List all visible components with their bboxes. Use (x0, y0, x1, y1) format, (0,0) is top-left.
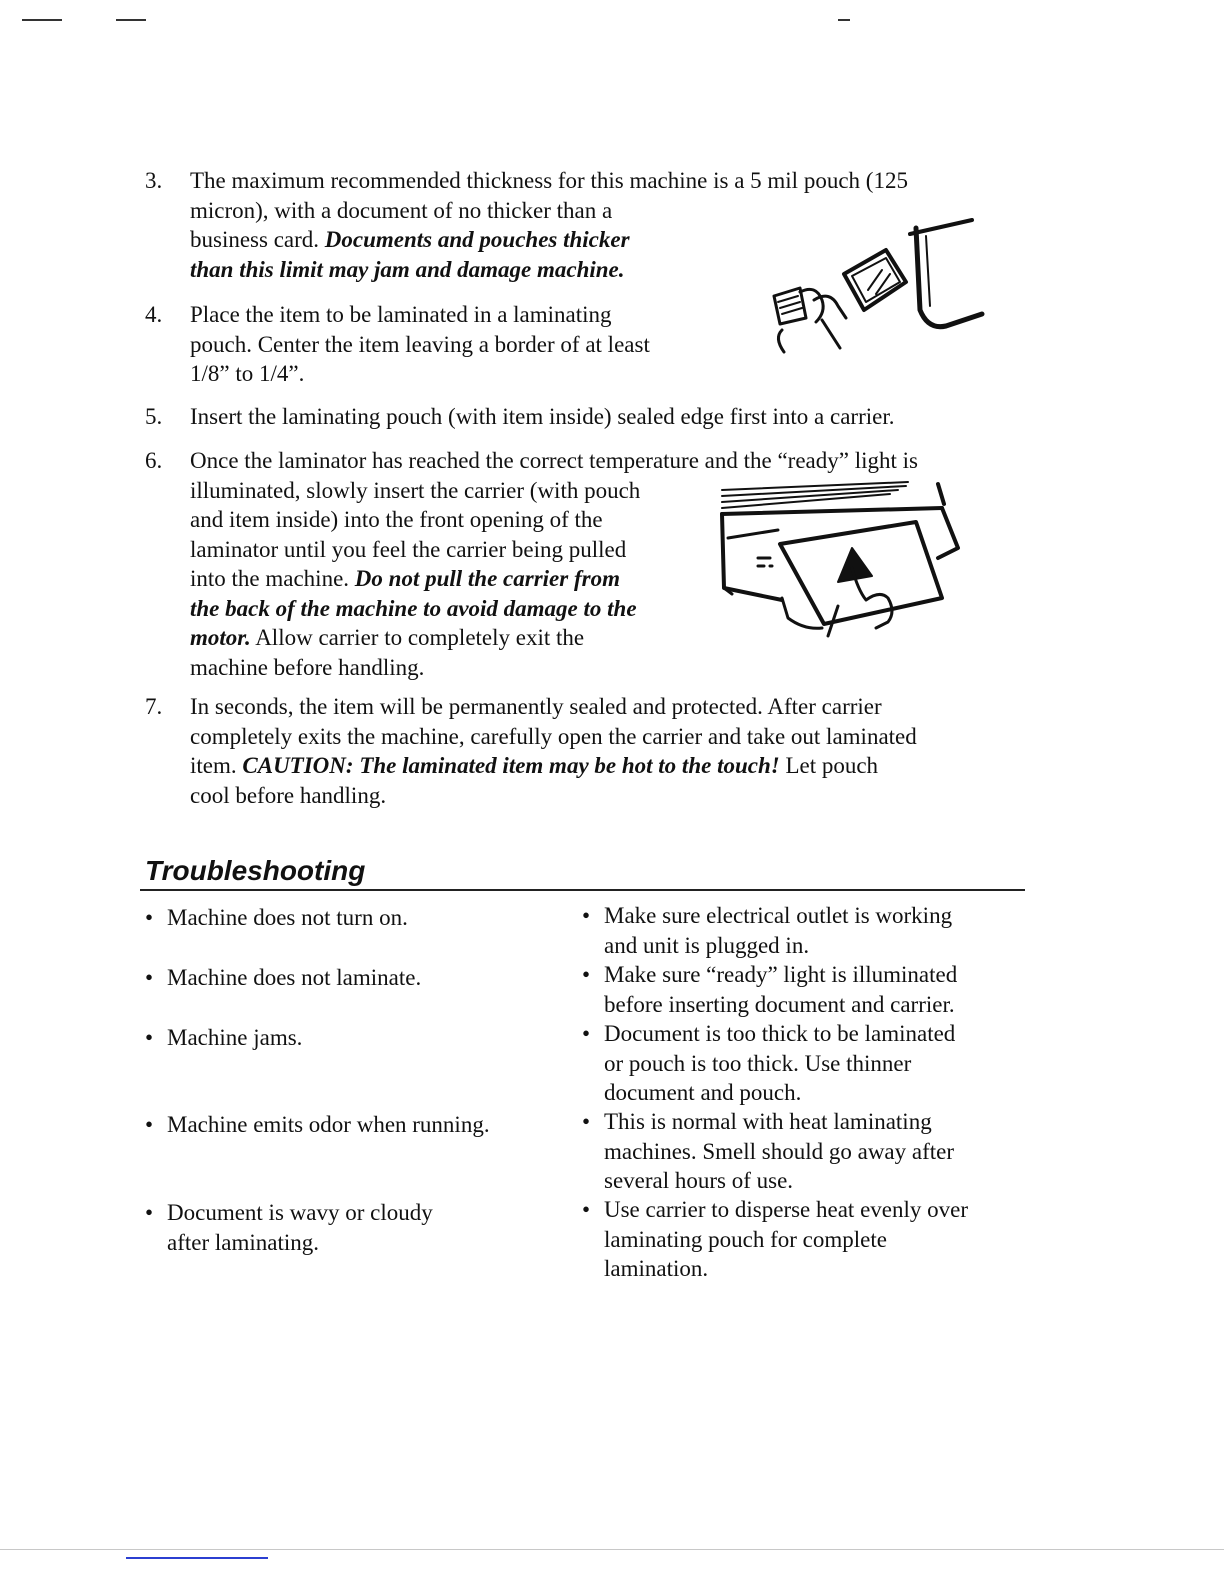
solution-line: and unit is plugged in. (604, 932, 810, 958)
bullet: • (582, 1021, 591, 1046)
solution-line: Make sure electrical outlet is working (604, 903, 953, 928)
solution-text (604, 901, 952, 960)
problem-item (145, 1023, 565, 1053)
solution-line: or pouch is too thick. Use thinner (604, 1050, 912, 1076)
step-line: into the machine. (190, 566, 355, 591)
warning-text: than this limit may jam and damage machine. (190, 256, 625, 282)
caution-text: The laminated item may be hot to the touch! (353, 753, 780, 778)
solution-line: before inserting document and carrier. (604, 991, 955, 1017)
solution-item (582, 960, 1022, 1020)
step-line: cool before handling. (190, 782, 387, 808)
problem-item (145, 903, 565, 933)
page-bottom-rule (0, 1549, 1224, 1550)
solution-line: several hours of use. (604, 1168, 794, 1193)
step-line: Let pouch (779, 753, 879, 778)
bullet: • (145, 905, 154, 930)
scan-mark (116, 19, 146, 21)
solution-line: laminating pouch for complete (604, 1226, 887, 1252)
bullet: • (145, 1112, 154, 1137)
warning-text: Documents and pouches thicker (324, 227, 630, 252)
problem-item (145, 1198, 565, 1258)
step-line: 1/8” to 1/4”. (190, 361, 305, 386)
warning-text: Do not pull the carrier from (354, 566, 620, 591)
solution-item (582, 1107, 1022, 1197)
problem-text (167, 903, 408, 933)
solution-line: machines. Smell should go away after (604, 1138, 955, 1164)
step-line: illuminated, slowly insert the carrier (with pouch (190, 477, 641, 503)
step-line: Place the item to be laminated in a laminating (190, 302, 612, 327)
step-line: pouch. Center the item leaving a border of at least (190, 331, 650, 357)
solution-line: Document is too thick to be laminated (604, 1021, 956, 1046)
problem-line: Document is wavy or cloudy (167, 1200, 433, 1225)
step-line-mixed (190, 751, 917, 781)
step-4 (145, 300, 725, 390)
warning-text: motor. (190, 625, 251, 650)
caution-label: CAUTION: (242, 753, 354, 778)
solution-text (604, 1107, 954, 1196)
step-line: The maximum recommended thickness for this machine is a 5 mil pouch (125 (190, 168, 908, 193)
step-number: 7. (145, 694, 163, 719)
step-line: Allow carrier to completely exit the (250, 625, 585, 650)
warning-text: the back of the machine to avoid damage to the (190, 595, 637, 621)
problem-text (167, 1023, 302, 1053)
step-line: and item inside) into the front opening of the (190, 507, 603, 532)
bullet: • (145, 965, 154, 990)
solution-line: document and pouch. (604, 1080, 802, 1105)
step-line: Insert the laminating pouch (with item inside) sealed edge first into a carrier. (190, 404, 895, 429)
solution-line: Make sure “ready” light is illuminated (604, 962, 958, 987)
problem-text (167, 1110, 490, 1140)
solution-item (582, 901, 1022, 961)
step-line: Once the laminator has reached the correct temperature and the “ready” light is (190, 448, 918, 473)
scan-mark (22, 19, 62, 21)
problem-text (167, 1198, 433, 1257)
step-text (190, 300, 650, 389)
step-5 (145, 402, 1025, 432)
solution-item (582, 1019, 1022, 1109)
step-line: item. (190, 753, 243, 778)
pouch-carrier-illustration (760, 214, 990, 364)
problem-line: Machine does not turn on. (167, 905, 408, 930)
laminator-illustration (718, 478, 968, 648)
step-number: 5. (145, 404, 163, 429)
step-7 (145, 692, 1025, 812)
solution-line: Use carrier to disperse heat evenly over (604, 1197, 969, 1222)
step-text (190, 402, 894, 432)
problem-text (167, 963, 421, 993)
solution-line: This is normal with heat laminating (604, 1109, 932, 1134)
step-line: business card. (190, 227, 325, 252)
problem-line: Machine emits odor when running. (167, 1112, 490, 1137)
problem-item (145, 1110, 565, 1140)
step-line: In seconds, the item will be permanently sealed and protected. After carrier (190, 694, 882, 719)
heading-underline (140, 889, 1025, 891)
step-line: micron), with a document of no thicker than a (190, 197, 613, 223)
scan-mark (838, 19, 850, 21)
problem-line: Machine jams. (167, 1025, 303, 1050)
troubleshooting-heading: Troubleshooting (145, 855, 366, 886)
bullet: • (582, 1197, 591, 1222)
solution-text (604, 960, 957, 1019)
solution-text (604, 1195, 968, 1284)
bullet: • (582, 1109, 591, 1134)
bullet: • (582, 962, 591, 987)
solution-text (604, 1019, 955, 1108)
solution-item (582, 1195, 1022, 1285)
step-text (190, 692, 917, 810)
step-number: 3. (145, 168, 163, 193)
problem-item (145, 963, 565, 993)
step-number: 4. (145, 302, 163, 327)
problem-line: Machine does not laminate. (167, 965, 422, 990)
bullet: • (582, 903, 591, 928)
step-line: completely exits the machine, carefully open the carrier and take out laminated (190, 723, 917, 749)
solution-line: lamination. (604, 1256, 709, 1281)
page-bottom-accent (126, 1557, 268, 1559)
step-line: machine before handling. (190, 654, 425, 680)
step-number: 6. (145, 448, 163, 473)
step-line: laminator until you feel the carrier being pulled (190, 536, 627, 562)
bullet: • (145, 1025, 154, 1050)
bullet: • (145, 1200, 154, 1225)
problem-line: after laminating. (167, 1229, 319, 1255)
